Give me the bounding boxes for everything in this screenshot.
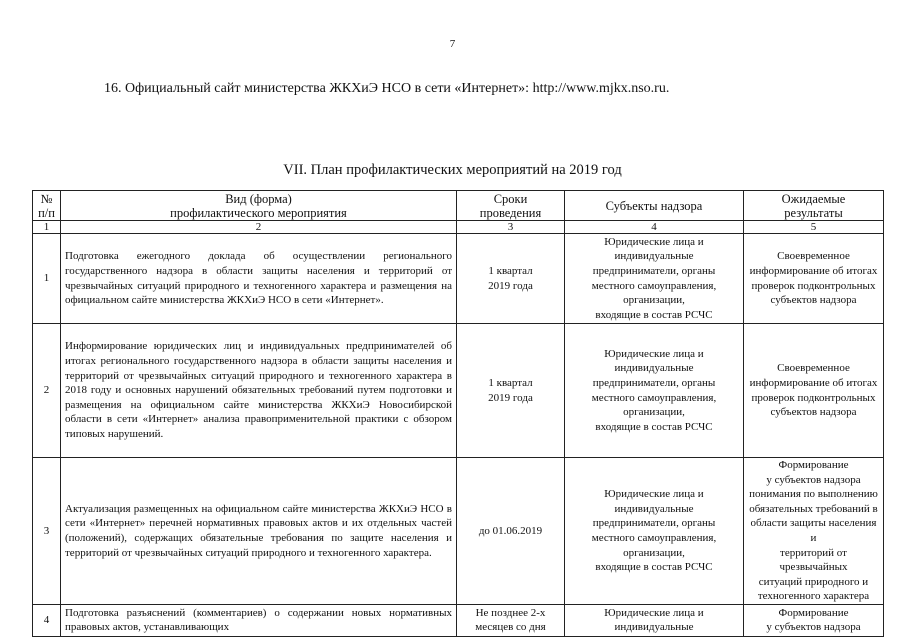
- table-row: [33, 604, 884, 636]
- table-row: [33, 458, 884, 605]
- page-number: 7: [449, 38, 456, 50]
- column-number: 2: [61, 221, 457, 234]
- prevention-plan-table: [32, 190, 884, 637]
- event-kind-cell: Подготовка разъяснений (комментариев) о содержании новых нормативных правовых актов, устанавливающих: [61, 604, 457, 636]
- column-number-row: [33, 221, 884, 234]
- results-cell: Формирование у субъектов надзора: [744, 604, 884, 636]
- results-cell: Своевременное информирование об итогах проверок подконтрольных субъектов надзора: [744, 234, 884, 324]
- deadline-cell: 1 квартал 2019 года: [457, 324, 565, 458]
- results-cell: Формирование у субъектов надзора понимания по выполнению обязательных требований в области защиты населения и территорий от чрезвычайных ситуаций природного и техногенного характера: [744, 458, 884, 605]
- subjects-cell: Юридические лица и индивидуальные предприниматели, органы местного самоуправления, организации, входящие в состав РСЧС: [565, 324, 744, 458]
- header-kind: Вид (форма) профилактического мероприятия: [61, 191, 457, 221]
- row-number: 3: [33, 458, 61, 605]
- deadline-cell: до 01.06.2019: [457, 458, 565, 605]
- column-number: 3: [457, 221, 565, 234]
- header-num: № п/п: [33, 191, 61, 221]
- header-results: Ожидаемые результаты: [744, 191, 884, 221]
- official-site-line: 16. Официальный сайт министерства ЖКХиЭ НСО в сети «Интернет»: http://www.mjkx.nso.ru.: [104, 81, 670, 96]
- table-row: [33, 234, 884, 324]
- results-cell: Своевременное информирование об итогах проверок подконтрольных субъектов надзора: [744, 324, 884, 458]
- row-number: 4: [33, 604, 61, 636]
- deadline-cell: Не позднее 2-х месяцев со дня: [457, 604, 565, 636]
- section-title: VII. План профилактических мероприятий на 2019 год: [283, 162, 622, 178]
- table-row: [33, 324, 884, 458]
- deadline-cell: 1 квартал 2019 года: [457, 234, 565, 324]
- column-number: 4: [565, 221, 744, 234]
- event-kind-cell: Подготовка ежегодного доклада об осуществлении регионального государственного надзора в области защиты населения и территорий от чрезвычайных ситуаций природного и техногенного характера и размещения на официальном сайте министерства ЖКХиЭ НСО в сети «Интернет».: [61, 234, 457, 324]
- row-number: 1: [33, 234, 61, 324]
- table-header-row: [33, 191, 884, 221]
- event-kind-cell: Информирование юридических лиц и индивидуальных предпринимателей об итогах регионального государственного надзора в области защиты населения и территорий от чрезвычайных ситуаций природного и техногенного характера в 2018 году и основных нарушений обязательных требований путем подготовки и размещения на официальном сайте министерства ЖКХиЭ Новосибирской области в сети «Интернет» анализа правоприменительной практики с обзором типовых нарушений.: [61, 324, 457, 458]
- column-number: 1: [33, 221, 61, 234]
- subjects-cell: Юридические лица и индивидуальные: [565, 604, 744, 636]
- subjects-cell: Юридические лица и индивидуальные предприниматели, органы местного самоуправления, организации, входящие в состав РСЧС: [565, 234, 744, 324]
- event-kind-cell: Актуализация размещенных на официальном сайте министерства ЖКХиЭ НСО в сети «Интернет» перечней нормативных правовых актов и их отдельных частей (положений), содержащих обязательные требования по защите населения и территорий от чрезвычайных ситуаций природного и техногенного характера.: [61, 458, 457, 605]
- column-number: 5: [744, 221, 884, 234]
- header-when: Сроки проведения: [457, 191, 565, 221]
- subjects-cell: Юридические лица и индивидуальные предприниматели, органы местного самоуправления, организации, входящие в состав РСЧС: [565, 458, 744, 605]
- header-subjects: Субъекты надзора: [565, 191, 744, 221]
- row-number: 2: [33, 324, 61, 458]
